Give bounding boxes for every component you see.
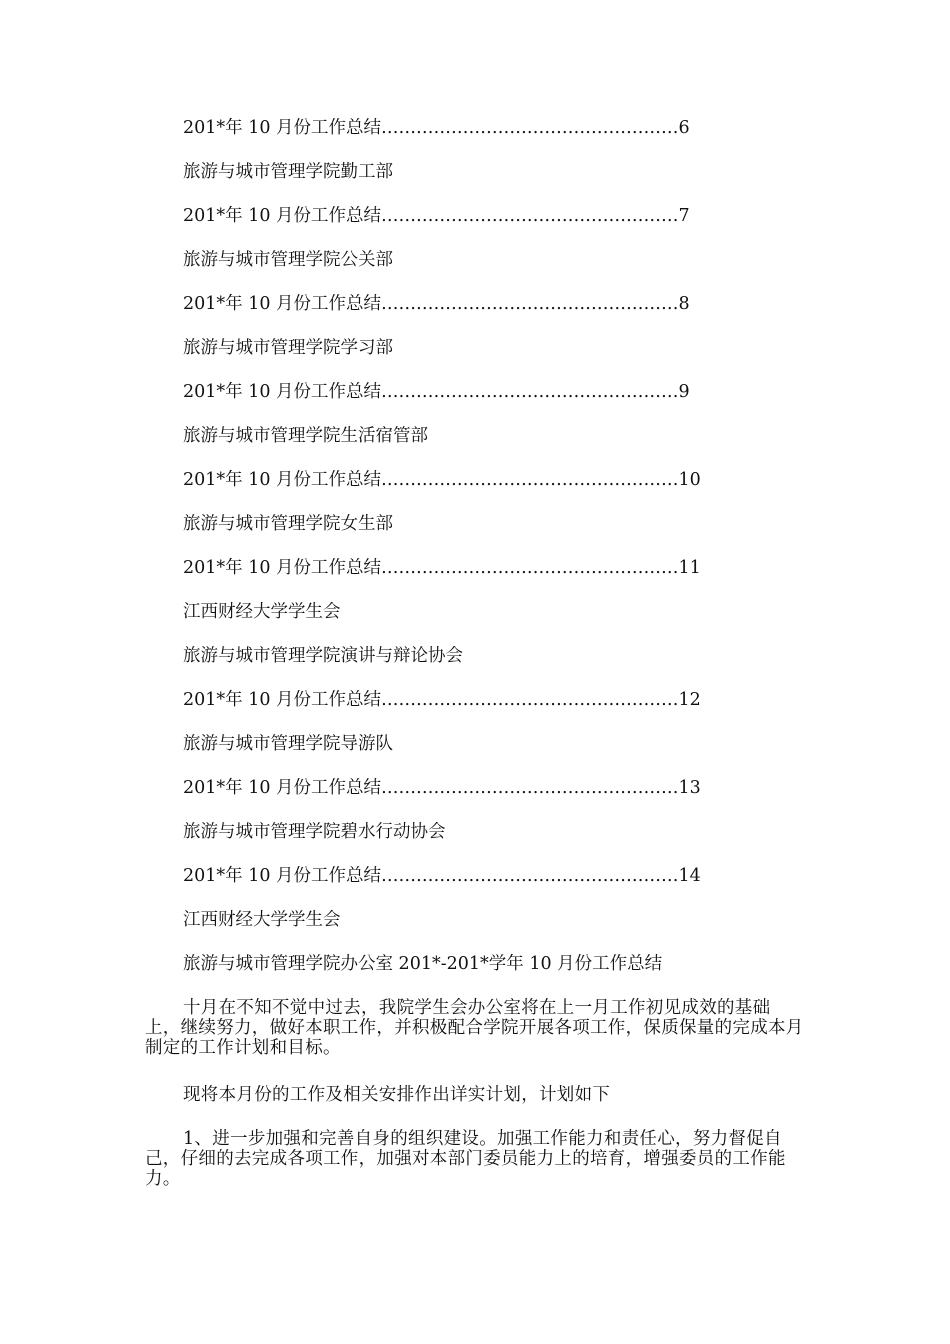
toc-entry: 201*年 10 月份工作总结……………………………………………6 [183, 118, 690, 138]
toc-heading: 旅游与城市管理学院导游队 [183, 734, 393, 754]
toc-entry: 201*年 10 月份工作总结……………………………………………8 [183, 294, 690, 314]
toc-heading: 旅游与城市管理学院学习部 [183, 338, 393, 358]
toc-entry: 201*年 10 月份工作总结……………………………………………13 [183, 778, 701, 798]
toc-entry: 201*年 10 月份工作总结……………………………………………11 [183, 558, 701, 578]
toc-entry: 201*年 10 月份工作总结……………………………………………9 [183, 382, 690, 402]
section-title: 旅游与城市管理学院办公室 201*-201*学年 10 月份工作总结 [183, 954, 663, 974]
body-paragraph: 1、进一步加强和完善自身的组织建设。加强工作能力和责任心，努力督促自己，仔细的去完成各项工作，加强对本部门委员能力上的培育，增强委员的工作能力。 [145, 1129, 786, 1189]
body-paragraph: 十月在不知不觉中过去，我院学生会办公室将在上一月工作初见成效的基础上，继续努力，做好本职工作，并积极配合学院开展各项工作，保质保量的完成本月制定的工作计划和目标。 [145, 998, 804, 1058]
toc-heading: 旅游与城市管理学院碧水行动协会 [183, 822, 446, 842]
toc-entry: 201*年 10 月份工作总结……………………………………………14 [183, 866, 701, 886]
toc-heading: 旅游与城市管理学院演讲与辩论协会 [183, 646, 463, 666]
toc-heading: 旅游与城市管理学院公关部 [183, 250, 393, 270]
toc-entry: 201*年 10 月份工作总结……………………………………………7 [183, 206, 690, 226]
toc-heading: 江西财经大学学生会 [183, 602, 341, 622]
toc-entry: 201*年 10 月份工作总结……………………………………………10 [183, 470, 701, 490]
toc-heading: 江西财经大学学生会 [183, 910, 341, 930]
toc-heading: 旅游与城市管理学院生活宿管部 [183, 426, 428, 446]
toc-heading: 旅游与城市管理学院女生部 [183, 514, 393, 534]
toc-heading: 旅游与城市管理学院勤工部 [183, 162, 393, 182]
toc-entry: 201*年 10 月份工作总结……………………………………………12 [183, 690, 701, 710]
body-paragraph: 现将本月份的工作及相关安排作出详实计划，计划如下 [183, 1085, 611, 1105]
